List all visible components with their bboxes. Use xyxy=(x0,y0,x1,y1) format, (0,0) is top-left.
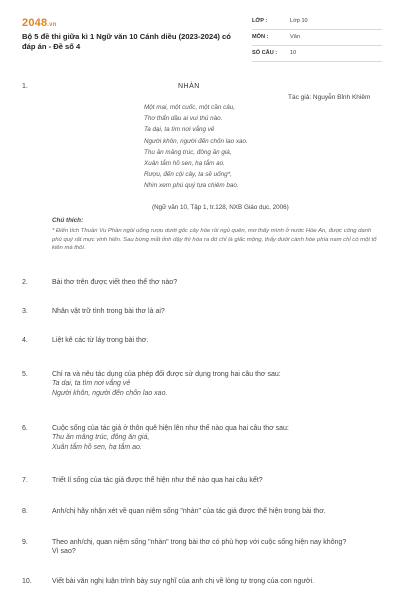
question-quote: Ta dại, ta tìm nơi vắng vẻ xyxy=(52,380,131,388)
site-logo[interactable] xyxy=(22,16,57,31)
note-text: * Điển tích Thuần Vu Phần ngồi uống rượu dưới gốc cây hòe rồi ngủ quên, mơ thấy mình ở nước Hòe An, được công danh phú quý rất mực vinh hiển. Sau bừng mắt tỉnh dậy thì hóa ra đó chỉ là giấc mộng, thấy dưới cành hòe phía nam chỉ có một tổ kiến mà thôi. xyxy=(52,228,377,252)
question-text xyxy=(52,307,382,316)
question-text xyxy=(52,336,382,345)
poem-title: NHÀN xyxy=(178,83,200,90)
question-text xyxy=(52,577,382,586)
document-header xyxy=(22,14,382,74)
question-line: Theo anh/chị, quan niệm sống "nhàn" trong bài thơ có phù hợp với cuộc sống hiện nay không? xyxy=(52,539,347,546)
poem-line: Thơ thẩn dầu ai vui thú nào. xyxy=(144,115,223,123)
question-number: 9. xyxy=(22,539,28,546)
question-number: 1. xyxy=(22,83,28,90)
question-text xyxy=(52,507,382,516)
question-line: Liệt kê các từ láy trong bài thơ. xyxy=(52,337,149,344)
question-text xyxy=(52,278,382,287)
question-number: 2. xyxy=(22,279,28,286)
question-quote: Xuân tắm hồ sen, hạ tắm ao. xyxy=(52,443,142,451)
question-quote: Thu ăn măng trúc, đông ăn giá, xyxy=(52,434,150,442)
question-number: 8. xyxy=(22,508,28,515)
meta-row-question-count xyxy=(252,46,382,62)
poem-line: Nhìn xem phú quý tựa chiêm bao. xyxy=(144,182,239,190)
poem-line: Thu ăn măng trúc, đông ăn giá, xyxy=(144,148,232,156)
question-text xyxy=(52,424,382,452)
meta-label: MÔN : xyxy=(252,34,269,40)
question-number: 7. xyxy=(22,477,28,484)
question-text xyxy=(52,370,382,398)
question-number: 3. xyxy=(22,308,28,315)
meta-row-class xyxy=(252,14,382,30)
poem-body xyxy=(144,104,354,194)
question-line: Cuộc sống của tác giả ở thôn quê hiện lên như thế nào qua hai câu thơ sau: xyxy=(52,425,289,432)
question-text xyxy=(52,476,382,485)
poem-source: (Ngữ văn 10, Tập 1, tr.128, NXB Giáo dục, 2006) xyxy=(152,204,289,211)
poem-line: Xuân tắm hồ sen, hạ tắm ao. xyxy=(144,159,225,167)
question-number: 10. xyxy=(22,578,32,585)
question-number: 4. xyxy=(22,337,28,344)
logo-tld: .vn xyxy=(47,22,57,28)
meta-label: LỚP : xyxy=(252,18,268,24)
question-line: Triết lí sống của tác giả được thể hiện như thế nào qua hai câu kết? xyxy=(52,477,263,484)
poem-line: Rượu, đến cội cây, ta sẽ uống*, xyxy=(144,171,232,179)
meta-value: Văn xyxy=(290,34,300,40)
question-number: 5. xyxy=(22,371,28,378)
poem-line: Ta dại, ta tìm nơi vắng vẻ xyxy=(144,126,215,134)
meta-value: Lớp 10 xyxy=(290,18,308,24)
question-line: Viết bài văn nghị luận trình bày suy nghĩ của anh chị về lòng tự trọng của con người. xyxy=(52,578,315,585)
question-number: 6. xyxy=(22,425,28,432)
meta-label: SỐ CÂU : xyxy=(252,50,278,56)
document-title: Bộ 5 đề thi giữa kì 1 Ngữ văn 10 Cánh diều (2023-2024) có đáp án - Đề số 4 xyxy=(22,32,231,52)
poem-line: Người khôn, người đến chốn lao xao. xyxy=(144,137,248,145)
question-line: Anh/chị hãy nhận xét về quan niệm sống "nhàn" của tác giả được thể hiện trong bài thơ. xyxy=(52,508,326,515)
poem-author: Tác giả: Nguyễn Bỉnh Khiêm xyxy=(288,94,371,101)
question-line: Vì sao? xyxy=(52,548,76,556)
question-line: Bài thơ trên được viết theo thể thơ nào? xyxy=(52,279,178,286)
document-meta xyxy=(252,14,382,62)
meta-row-subject xyxy=(252,30,382,46)
logo-number: 2048 xyxy=(22,17,48,29)
meta-value: 10 xyxy=(290,50,297,56)
question-line: Chỉ ra và nêu tác dụng của phép đối được sử dụng trong hai câu thơ sau: xyxy=(52,371,281,378)
question-line: Nhân vật trữ tình trong bài thơ là ai? xyxy=(52,308,165,315)
question-quote: Người khôn, người đến chốn lao xao. xyxy=(52,389,168,397)
note-label: Chú thích: xyxy=(52,217,84,224)
question-text xyxy=(52,538,382,557)
poem-line: Một mai, một cuốc, một cần câu, xyxy=(144,104,235,111)
